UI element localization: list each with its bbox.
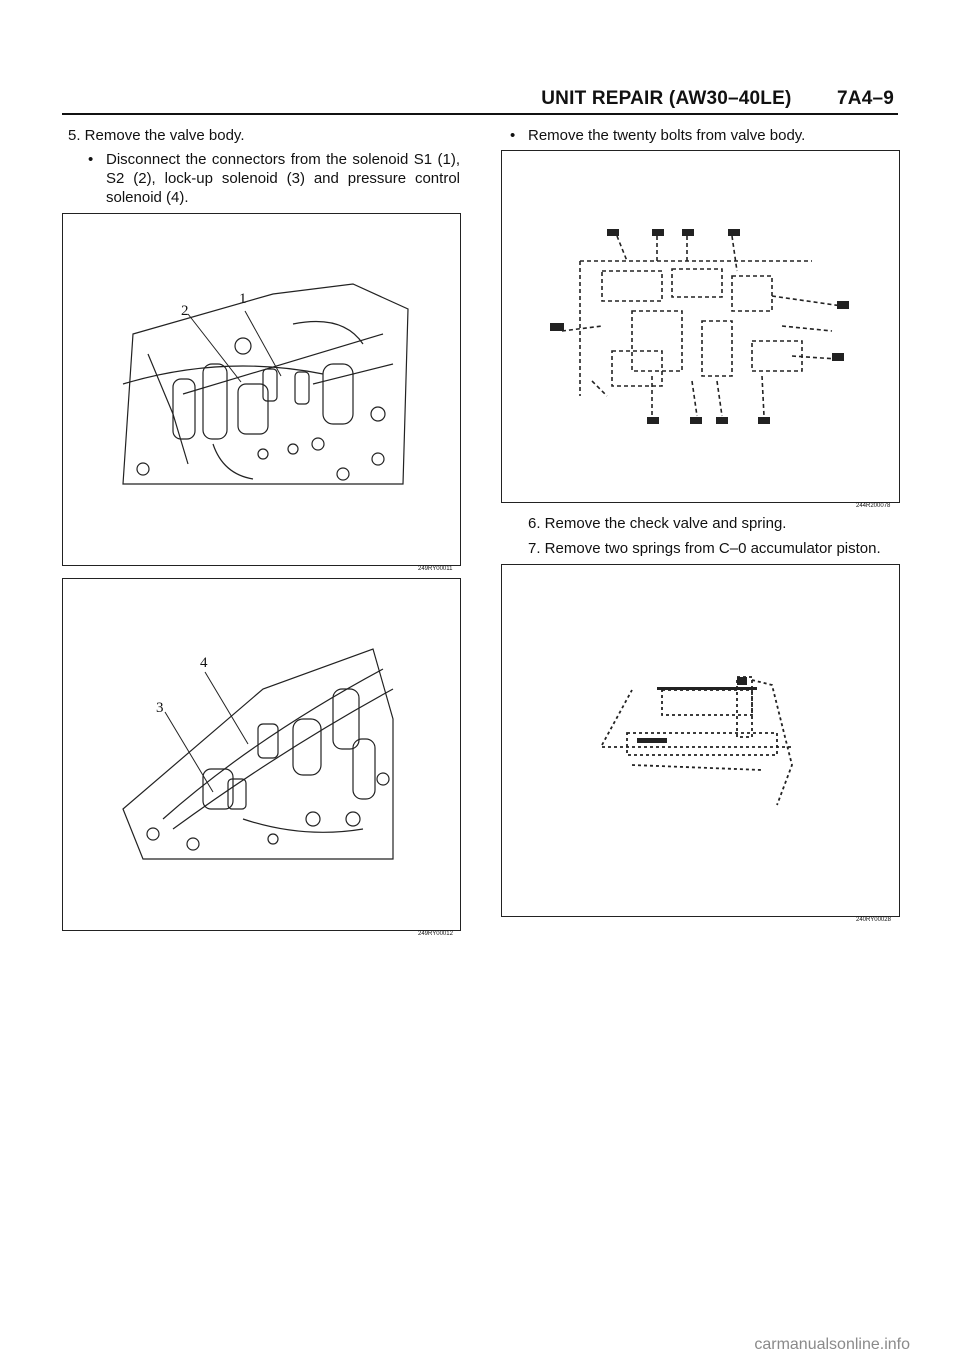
valve-body-bolt-diagram [502, 151, 899, 502]
bullet-disconnect-connectors [88, 150, 460, 207]
bullet-icon: • [510, 127, 516, 144]
callout-1: 1 [239, 291, 247, 307]
figure-id: 249RY00012 [418, 931, 453, 937]
figure-id: 244R200078 [856, 503, 891, 509]
figure-solenoid-connectors-1-2 [62, 213, 461, 566]
callout-4: 4 [200, 655, 208, 671]
page-number: 7A4–9 [837, 88, 894, 109]
step-5: 5. Remove the valve body. [68, 127, 245, 144]
header-rule [62, 113, 898, 115]
bullet-remove-bolts [510, 126, 900, 145]
page-header [541, 88, 894, 110]
valve-body-illustration-2 [63, 579, 460, 930]
step-6: 6. Remove the check valve and spring. [528, 515, 787, 532]
callout-3: 3 [156, 700, 164, 716]
figure-valve-body-bolts [501, 150, 900, 503]
section-title: UNIT REPAIR (AW30–40LE) [541, 88, 792, 109]
figure-id: 240RY00028 [856, 917, 891, 923]
figure-id: 249RY00011 [418, 566, 453, 572]
valve-body-illustration-1 [63, 214, 460, 565]
figure-accumulator-springs [501, 564, 900, 917]
bullet-text: Disconnect the connectors from the solenoid S1 (1), S2 (2), lock-up solenoid (3) and pressure control solenoid (4). [106, 151, 460, 206]
callout-2: 2 [181, 303, 189, 319]
bullet-text: Remove the twenty bolts from valve body. [528, 127, 806, 144]
bullet-icon: • [88, 151, 94, 168]
figure-solenoid-connectors-3-4 [62, 578, 461, 931]
accumulator-spring-diagram [502, 565, 899, 916]
watermark-text: carmanualsonline.info [754, 1336, 910, 1353]
step-7: 7. Remove two springs from C–0 accumulator piston. [528, 540, 881, 557]
